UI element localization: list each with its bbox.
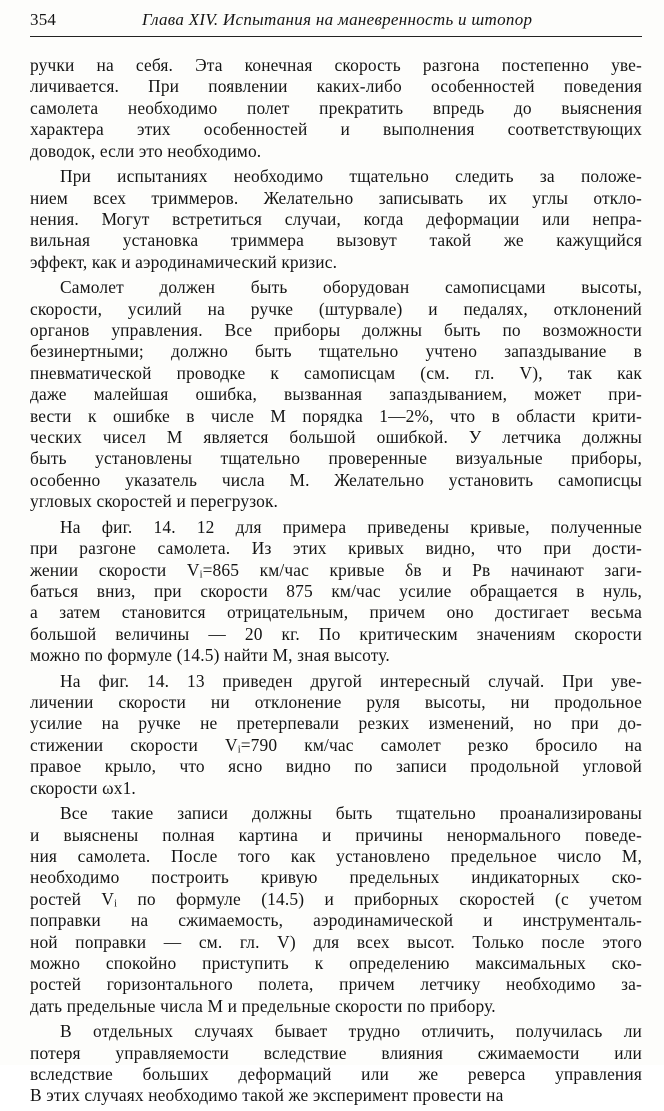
text-line: эффект, как и аэродинамический кризис. [30,251,338,272]
text-line: баться вниз, при скорости 875 км/час усилие обращается в нуль, [30,580,642,601]
text-line: вести к ошибке в числе М порядка 1—2%, что в области крити- [30,405,642,426]
text-line: ручки на себя. Эта конечная скорость разгона постепенно уве- [30,55,642,75]
text-line: ческих чисел М является большой ошибкой. У летчика должны [30,427,642,448]
text-line: даже малейшая ошибка, вызванная запаздыванием, может при- [30,384,642,405]
text-line: вследствие больших деформаций или же реверса управления [30,1064,642,1085]
text-line: необходимо построить кривую предельных индикаторных ско- [30,867,642,888]
text-line: стижении скорости Vᵢ=790 км/час самолет резко бросило на [30,734,642,755]
text-line: можно спокойно приступить к определению максимальных ско- [30,952,642,973]
text-line: поправки на сжимаемость, аэродинамической и инструменталь- [30,910,642,931]
text-line: нения. Могут встретиться случаи, когда деформации или непра- [30,208,642,229]
text-line: нием всех триммеров. Желательно записывать их углы откло- [30,187,642,208]
text-line: ростей Vᵢ по формуле (14.5) и приборных скоростей (с учетом [30,888,642,909]
text-line: органов управления. Все приборы должны быть по возможности [30,320,642,341]
paragraph [30,1021,642,1107]
text-line: самолета необходимо полет прекратить впредь до выяснения [30,97,642,118]
text-line: В этих случаях необходимо такой же эксперимент провести на [30,1085,504,1106]
text-line: потеря управляемости вследствие влияния сжимаемости или [30,1042,642,1063]
body-text [30,55,642,1111]
text-line: характера этих особенностей и выполнения соответствующих [30,119,642,140]
text-line: Все такие записи должны быть тщательно проанализированы [60,803,642,824]
text-line: доводок, если это необходимо. [30,140,262,161]
page-number: 354 [30,10,57,29]
text-line: В отдельных случаях бывает трудно отличить, получилась ли [60,1021,642,1042]
text-line: ния самолета. После того как установлено предельное число М, [30,846,642,866]
text-line: ной поправки — см. гл. V) для всех высот. Только после этого [30,931,642,952]
paragraph [30,803,642,1017]
paragraph [30,166,642,273]
text-line: и выяснены полная картина и причины ненормального поведе- [30,824,642,845]
text-line: можно по формуле (14.5) найти М, зная высоту. [30,645,390,666]
text-line: большой величины — 20 кг. По критическим значениям скорости [30,623,642,644]
running-head: Глава XIV. Испытания на маневренность и штопор [142,10,533,29]
paragraph [30,517,642,667]
text-line: особенно указатель числа М. Желательно установить самописцы [30,469,642,490]
text-line: На фиг. 14. 12 для примера приведены кривые, полученные [60,516,642,537]
text-line: вильная установка триммера вызовут такой же кажущийся [30,230,642,251]
paragraph [30,277,642,512]
paragraph [30,671,642,799]
text-line: ростей горизонтального полета, причем летчику необходимо за- [30,974,642,995]
text-line: быть установлены тщательно проверенные визуальные приборы, [30,448,642,469]
text-line: личивается. При появлении каких-либо особенностей поведения [30,76,642,97]
text-line: На фиг. 14. 13 приведен другой интересный случай. При уве- [60,670,642,691]
text-line: безинертными; должно быть тщательно учтено запаздывание в [30,341,642,362]
text-line: пневматической проводке к самописцам (см. гл. V), так как [30,362,642,383]
text-line: усилие на ручке не претерпевали резких изменений, но при до- [30,713,642,734]
text-line: скорости ωx1. [30,777,136,798]
text-line: личении скорости ни отклонение руля высоты, ни продольное [30,692,642,713]
page-header [30,6,642,37]
text-line: жении скорости Vᵢ=865 км/час кривые δв и Pв начинают заги- [30,559,642,580]
text-line: дать предельные числа М и предельные скорости по прибору. [30,995,496,1016]
text-line: при разгоне самолета. Из этих кривых видно, что при дости- [30,538,642,559]
text-line: При испытаниях необходимо тщательно следить за положе- [60,166,642,187]
text-line: Самолет должен быть оборудован самописцами высоты, [60,277,642,298]
text-line: а затем становится отрицательным, причем оно достигает весьма [30,602,642,623]
text-line: правое крыло, что ясно видно по записи продольной угловой [30,756,642,777]
text-line: угловых скоростей и перегрузок. [30,491,279,512]
text-line: скорости, усилий на ручке (штурвале) и педалях, отклонений [30,298,642,319]
paragraph [30,55,642,162]
